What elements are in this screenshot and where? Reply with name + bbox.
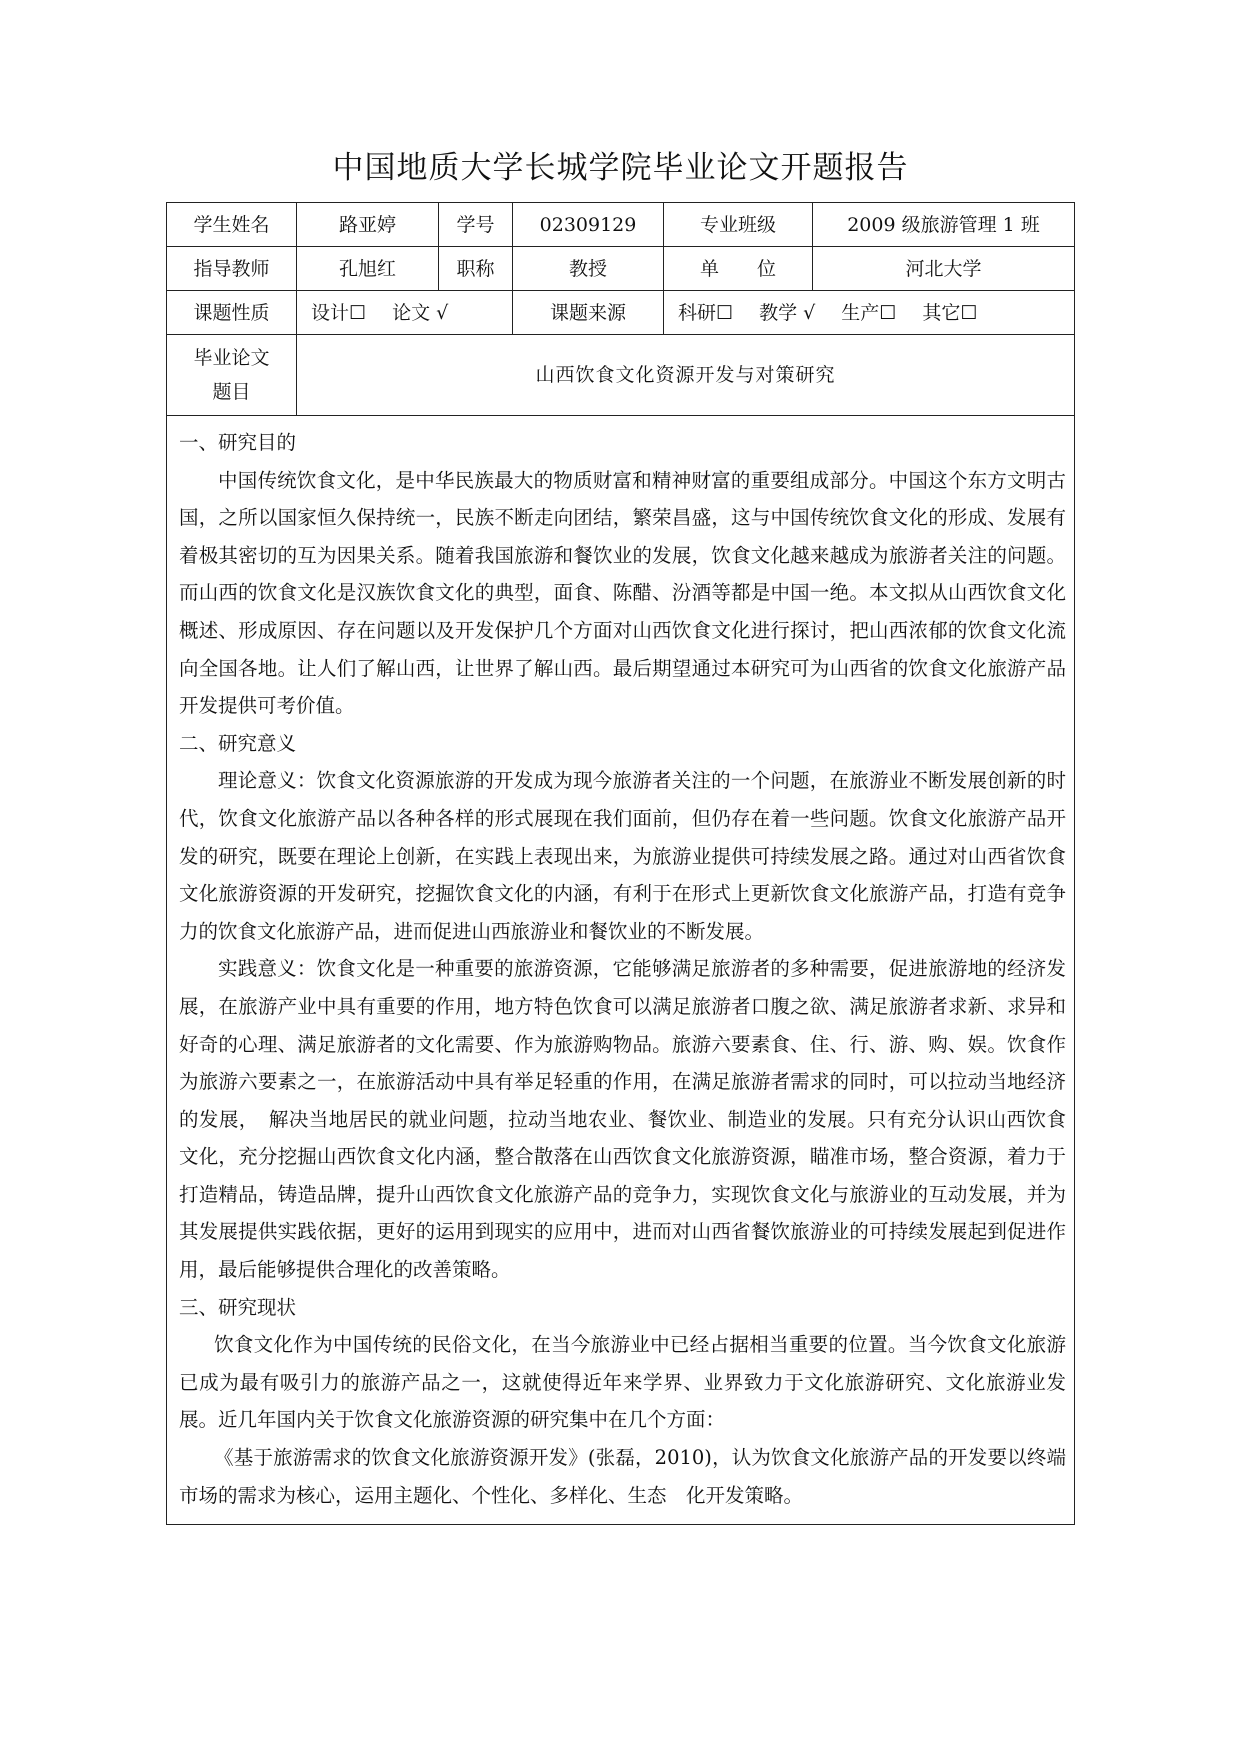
source-options: [664, 291, 1075, 335]
rank: 教授: [513, 247, 664, 291]
class-value: 2009 级旅游管理 1 班: [813, 203, 1075, 247]
report-table: [166, 202, 1075, 1525]
rank-label: 职称: [439, 247, 513, 291]
page-title: 中国地质大学长城学院毕业论文开题报告: [332, 150, 909, 186]
section-heading-status: 三、研究现状: [179, 1295, 297, 1319]
paragraph-status: 饮食文化作为中国传统的民俗文化，在当今旅游业中已经占据相当重要的位置。当今饮食文化旅游已成为最有吸引力的旅游产品之一，这就使得近年来学界、业界致力于文化旅游研究、文化旅游业发展。近几年国内关于饮食文化旅游资源的研究集中在几个方面：: [179, 1333, 1066, 1432]
source-option-production: 生产☐: [841, 301, 897, 324]
paragraph-practice: 实践意义：饮食文化是一种重要的旅游资源，它能够满足旅游者的多种需要，促进旅游地的经济发展，在旅游产业中具有重要的作用，地方特色饮食可以满足旅游者口腹之欲、满足旅游者求新、求异和好奇的心理、满足旅游者的文化需要、作为旅游购物品。旅游六要素食、住、行、游、购、娱。饮食作为旅游六要素之一，在旅游活动中具有举足轻重的作用，在满足旅游者需求的同时，可以拉动当地经济的发展， 解决当地居民的就业问题，拉动当地农业、餐饮业、制造业的发展。只有充分认识山西饮食文化，充分挖掘山西饮食文化内涵，整合散落在山西饮食文化旅游资源，瞄准市场，整合资源，着力于打造精品，铸造品牌，提升山西饮食文化旅游产品的竞争力，实现饮食文化与旅游业的互动发展，并为其发展提供实践依据，更好的运用到现实的应用中，进而对山西省餐饮旅游业的可持续发展起到促进作用，最后能够提供合理化的改善策略。: [179, 957, 1066, 1282]
thesis-label-line1: 毕业论文: [193, 347, 270, 369]
thesis-label-line2: 题目: [212, 381, 251, 403]
thesis-title: 山西饮食文化资源开发与对策研究: [297, 335, 1075, 416]
advisor: 孔旭红: [297, 247, 439, 291]
unit-label: 单 位: [664, 247, 813, 291]
table-row: [167, 203, 1075, 247]
section-heading-significance: 二、研究意义: [179, 731, 297, 755]
student-id: 02309129: [513, 203, 664, 247]
report-body: [167, 416, 1075, 1525]
table-row: [167, 335, 1075, 416]
advisor-label: 指导教师: [167, 247, 297, 291]
paragraph-theory: 理论意义：饮食文化资源旅游的开发成为现今旅游者关注的一个问题，在旅游业不断发展创新的时代，饮食文化旅游产品以各种各样的形式展现在我们面前，但仍存在着一些问题。饮食文化旅游产品开发的研究，既要在理论上创新，在实践上表现出来，为旅游业提供可持续发展之路。通过对山西省饮食文化旅游资源的开发研究，挖掘饮食文化的内涵，有利于在形式上更新饮食文化旅游产品，打造有竞争力的饮食文化旅游产品，进而促进山西旅游业和餐饮业的不断发展。: [179, 769, 1066, 943]
class-label: 专业班级: [664, 203, 813, 247]
student-id-label: 学号: [439, 203, 513, 247]
source-label: 课题来源: [513, 291, 664, 335]
unit: 河北大学: [813, 247, 1075, 291]
student-name: 路亚婷: [297, 203, 439, 247]
source-option-research: 科研☐: [678, 301, 734, 324]
source-option-teaching: 教学 √: [759, 301, 816, 324]
table-row: [167, 416, 1075, 1525]
table-row: [167, 247, 1075, 291]
thesis-label: [167, 335, 297, 416]
nature-label: 课题性质: [167, 291, 297, 335]
nature-option-design: 设计☐: [311, 301, 367, 324]
source-option-other: 其它☐: [922, 301, 978, 324]
paragraph-reference: 《基于旅游需求的饮食文化旅游资源开发》(张磊，2010)，认为饮食文化旅游产品的开发要以终端市场的需求为核心，运用主题化、个性化、多样化、生态 化开发策略。: [179, 1446, 1066, 1507]
section-heading-purpose: 一、研究目的: [179, 431, 297, 454]
table-row: [167, 291, 1075, 335]
nature-options: [297, 291, 513, 335]
student-name-label: 学生姓名: [167, 203, 297, 247]
paragraph-purpose: 中国传统饮食文化，是中华民族最大的物质财富和精神财富的重要组成部分。中国这个东方文明古国，之所以国家恒久保持统一，民族不断走向团结，繁荣昌盛，这与中国传统饮食文化的形成、发展有着极其密切的互为因果关系。随着我国旅游和餐饮业的发展，饮食文化越来越成为旅游者关注的问题。而山西的饮食文化是汉族饮食文化的典型，面食、陈醋、汾酒等都是中国一绝。本文拟从山西饮食文化概述、形成原因、存在问题以及开发保护几个方面对山西饮食文化进行探讨，把山西浓郁的饮食文化流向全国各地。让人们了解山西，让世界了解山西。最后期望通过本研究可为山西省的饮食文化旅游产品开发提供可考价值。: [179, 468, 1066, 718]
nature-option-thesis: 论文 √: [392, 301, 449, 324]
